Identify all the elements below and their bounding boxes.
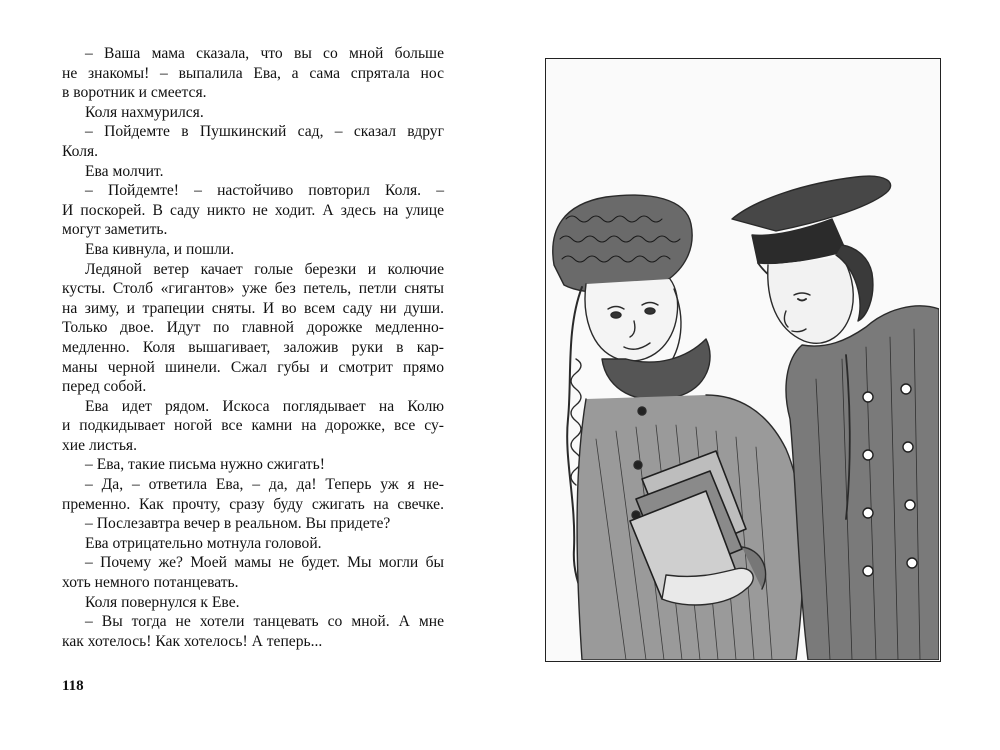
text-line: – Да, – ответила Ева, – да, да! Теперь уж я не-	[85, 476, 444, 494]
text-line: перед собой.	[62, 378, 147, 396]
text-line: – Почему же? Моей мамы не будет. Мы могли бы	[85, 554, 444, 572]
text-line: пременно. Как прочту, сразу буду сжигать на свечке.	[62, 495, 444, 513]
text-line: – Ваша мама сказала, что вы со мной больше	[85, 45, 444, 62]
girl-fur-hat	[553, 195, 692, 293]
text-line: Ева молчит.	[85, 162, 164, 180]
text-line: Коля повернулся к Еве.	[85, 593, 240, 611]
text-line: медленно. Коля вышагивает, заложив руки в кар-	[62, 338, 444, 356]
text-line: Ева отрицательно мотнула головой.	[85, 534, 322, 552]
text-line: Ледяной ветер качает голые березки и колючие	[85, 260, 444, 278]
text-line: на зиму, и трапеции сняты. И во всем саду ни души.	[62, 299, 444, 317]
text-line: могут заметить.	[62, 221, 168, 239]
text-line: – Послезавтра вечер в реальном. Вы придете?	[85, 515, 391, 533]
text-line: маны черной шинели. Сжал губы и смотрит прямо	[62, 358, 444, 376]
text-line: в воротник и смеется.	[62, 84, 207, 102]
page-number: 118	[62, 678, 84, 694]
book-illustration	[545, 58, 941, 662]
text-line: Только двое. Идут по главной дорожке медленно-	[62, 319, 444, 337]
text-line: хоть немного потанцевать.	[62, 574, 239, 592]
text-line: кусты. Столб «гигантов» уже без петель, петли сняты	[62, 280, 444, 298]
text-line: Ева идет рядом. Искоса поглядывает на Колю	[85, 397, 444, 415]
text-line: – Вы тогда не хотели танцевать со мной. А мне	[85, 613, 444, 631]
text-line: хие листья.	[62, 436, 138, 454]
text-line: как хотелось! Как хотелось! А теперь...	[62, 632, 323, 650]
text-line: И поскорей. В саду никто не ходит. А здесь на улице	[62, 201, 444, 219]
text-line: и подкидывает ногой все камни на дорожке, все су-	[62, 417, 444, 435]
boy-coat	[786, 306, 939, 660]
text-line: – Ева, такие письма нужно сжигать!	[85, 456, 325, 474]
text-line: Ева кивнула, и пошли.	[85, 240, 235, 258]
text-line: Коля.	[62, 142, 99, 160]
boy-cap	[732, 176, 891, 231]
text-line: – Пойдемте в Пушкинский сад, – сказал вдруг	[85, 123, 444, 141]
boy-face	[768, 257, 854, 343]
text-column	[62, 44, 444, 651]
text-line: – Пойдемте! – настойчиво повторил Коля. –	[85, 182, 444, 200]
text-line: не знакомы! – выпалила Ева, а сама спрятала нос	[62, 64, 444, 82]
text-line: Коля нахмурился.	[85, 103, 204, 121]
